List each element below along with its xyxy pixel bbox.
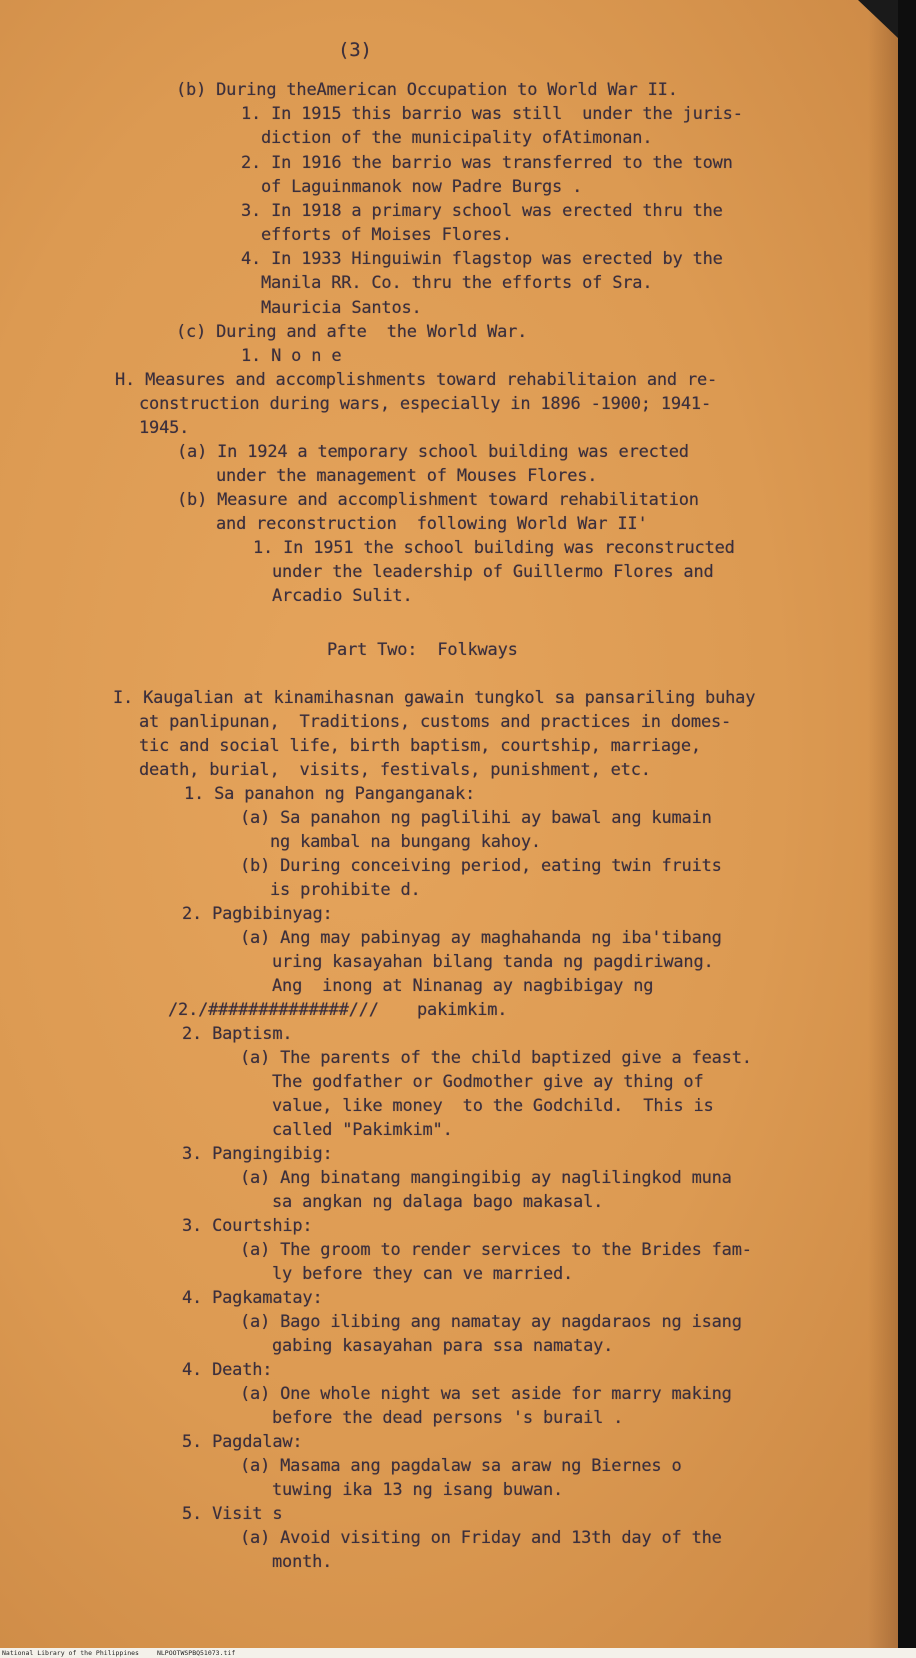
line: tic and social life, birth baptism, courtship, marriage, [139,736,701,756]
line: under the management of Mouses Flores. [216,466,598,486]
line: uring kasayahan bilang tanda ng pagdiriwang. [272,952,714,972]
line: 5. Visit s [182,1504,283,1524]
line: before the dead persons 's burail . [272,1408,624,1428]
line: 4. Pagkamatay: [182,1288,323,1308]
line: at panlipunan, Traditions, customs and practices in domes- [139,712,732,732]
line: 2. Baptism. [182,1024,293,1044]
line: death, burial, visits, festivals, punishment, etc. [139,760,651,780]
library-credit: National Library of the Philippines [2,1649,139,1657]
section-heading: H. Measures and accomplishments toward rehabilitaion and re- [115,370,718,390]
line: (a) Ang binatang mangingibig ay naglilingkod muna [240,1168,732,1188]
line: 2. In 1916 the barrio was transferred to the town [241,153,733,173]
scan-footer-text [2,1648,253,1658]
line: 1. In 1951 the school building was reconstructed [253,538,735,558]
line: sa angkan ng dalaga bago makasal. [272,1192,604,1212]
scan-border [898,0,916,1648]
line: of Laguinmanok now Padre Burgs . [261,177,583,197]
line: (a) Ang may pabinyag ay maghahanda ng iba'tibang [240,928,722,948]
line: month. [272,1552,333,1572]
line: diction of the municipality ofAtimonan. [261,128,653,148]
section-heading: I. Kaugalian at kinamihasnan gawain tungkol sa pansariling buhay [113,688,756,708]
line: (a) The groom to render services to the Brides fam- [240,1240,752,1260]
line: under the leadership of Guillermo Flores and [272,562,714,582]
line: 1. In 1915 this barrio was still under the juris- [241,104,743,124]
line: 1945. [139,418,190,438]
line: (b) Measure and accomplishment toward rehabilitation [177,490,699,510]
line: and reconstruction following World War II' [216,514,648,534]
line: efforts of Moises Flores. [261,225,512,245]
line: (a) Masama ang pagdalaw sa araw ng Biernes o [240,1456,682,1476]
line: 1. N o n e [241,346,342,366]
line: (b) During conceiving period, eating twin fruits [240,856,722,876]
part-title: Part Two: Folkways [327,640,518,660]
line: tuwing ika 13 ng isang buwan. [272,1480,564,1500]
line: (a) In 1924 a temporary school building was erected [177,442,689,462]
line: (a) Avoid visiting on Friday and 13th day of the [240,1528,722,1548]
line: (a) The parents of the child baptized give a feast. [240,1048,752,1068]
line: 1. Sa panahon ng Panganganak: [184,784,476,804]
line: (a) Sa panahon ng paglilihi ay bawal ang kumain [240,808,712,828]
line: Mauricia Santos. [261,298,422,318]
line: (c) During and afte the World War. [176,322,528,342]
file-name: NLPOOTWSPBQ51073.tif [156,1649,236,1657]
line: Manila RR. Co. thru the efforts of Sra. [261,273,653,293]
line: 3. Pangingibig: [182,1144,333,1164]
line: (a) One whole night wa set aside for marry making [240,1384,732,1404]
line: The godfather or Godmother give ay thing of [272,1072,704,1092]
line: construction during wars, especially in 1896 -1900; 1941- [139,394,711,414]
line: pakimkim. [417,1000,508,1020]
line: 3. In 1918 a primary school was erected thru the [241,201,723,221]
line: 4. Death: [182,1360,273,1380]
page-number: (3) [338,39,372,61]
page-edge-shadow [868,0,898,1648]
line: called "Pakimkim". [272,1120,453,1140]
line: 2. Pagbibinyag: [182,904,333,924]
line: 3. Courtship: [182,1216,313,1236]
line: 5. Pagdalaw: [182,1432,303,1452]
line: ng kambal na bungang kahoy. [270,832,541,852]
line: (a) Bago ilibing ang namatay ay nagdaraos ng isang [240,1312,742,1332]
line: gabing kasayahan para ssa namatay. [272,1336,614,1356]
line: 4. In 1933 Hinguiwin flagstop was erected by the [241,249,723,269]
struck-text: /2./##############/// [168,1000,389,1020]
line: value, like money to the Godchild. This is [272,1096,714,1116]
line: is prohibite d. [270,880,421,900]
line: ly before they can ve married. [272,1264,574,1284]
line: Arcadio Sulit. [272,586,413,606]
line: (b) During theAmerican Occupation to World War II. [176,80,678,100]
line: Ang inong at Ninanag ay nagbibigay ng [272,976,654,996]
